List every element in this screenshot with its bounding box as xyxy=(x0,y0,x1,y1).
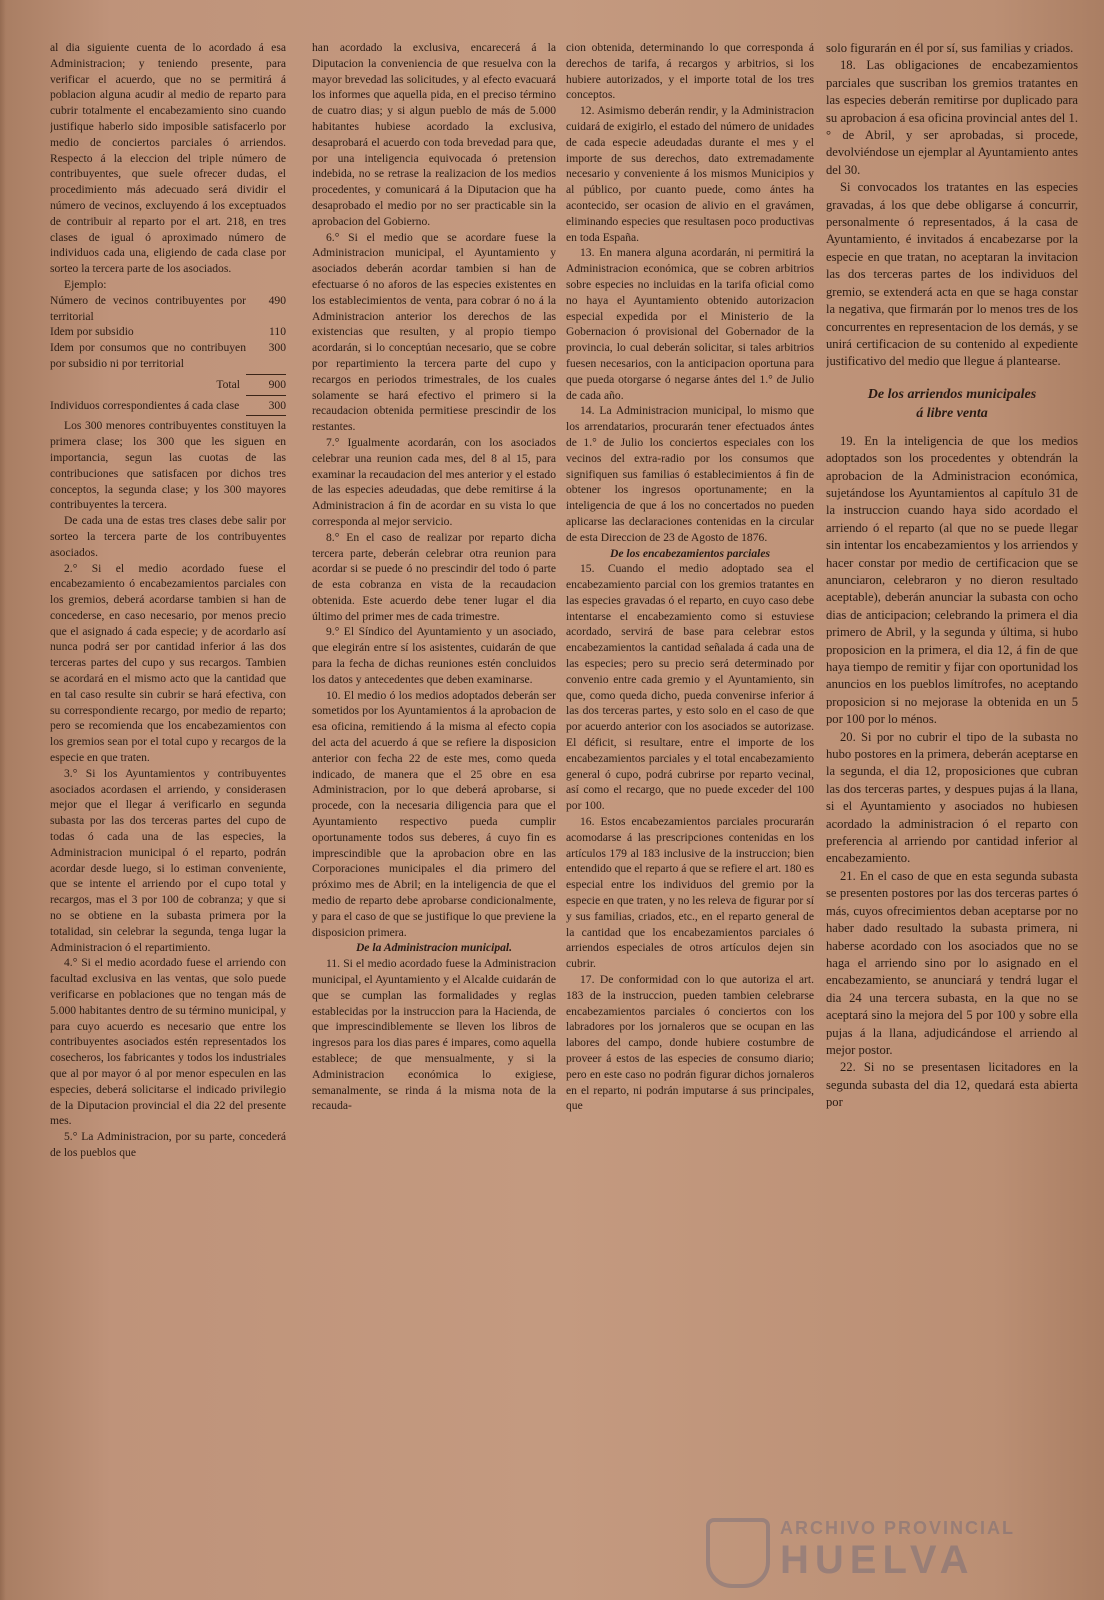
paragraph: 16. Estos encabezamientos parciales procurarán acomodarse á las prescripciones contenidas en los artículos 179 al 183 inclusive de la instruccion; bien entendido que el reparto á que se refiere el art. 180 es especial entre los individuos del gremio por la especie en que traten, y no les releva de figurar por sí y sus familias, criados, etc., en el reparto general de la cantidad que los encabezamientos parciales ó arriendos especiales de otros artículos dejen sin cubrir. xyxy=(566,815,814,971)
paragraph: 8.° En el caso de realizar por reparto dicha tercera parte, deberán celebrar otra reunion para acordar si se puede ó no prescindir del todo ó parte de esta cobranza en vista de la recaudacion obtenida. Este acuerdo debe tener lugar el dia último del primer mes de cada trimestre. xyxy=(312,530,556,623)
example-row xyxy=(50,293,286,325)
total-value: 900 xyxy=(268,377,286,391)
example-title: Ejemplo: xyxy=(64,277,107,291)
example-total-row xyxy=(50,377,286,393)
paragraph: 2.° Si el medio acordado fuese el encabezamiento ó encabezamientos parciales con los gremios, deberá acordarse tambien si han de concederse, en caso necesario, por menos precio que el asignado á cada especie; y de acordarlo así nunca podrá ser por cantidad inferior á las dos terceras partes del cupo y sus recargos. Tambien se acordará en el mismo acto que la cantidad que en tal caso resulte sin cubrir se hará efectiva, con su correspondiente recargo, por medio de reparto; pero se recomienda que los encabezamientos con los gremios sean por el total cupo y recargos de la especie en que traten. xyxy=(50,561,286,765)
example-row-value: 490 xyxy=(268,293,286,307)
sum-rule xyxy=(246,395,286,396)
per-class-value: 300 xyxy=(268,398,286,412)
paragraph: 20. Si por no cubrir el tipo de la subasta no hubo postores en la primera, deberán aceptarse en la segunda, el dia 12, proposiciones que cubran las dos terceras partes, y despues pujas á la llana, si el Ayuntamiento y asociados no hubiesen acordado la administracion ó el reparto con preferencia al arriendo por cantidad inferior al encabezamiento. xyxy=(826,729,1078,866)
section-heading: De los encabezamientos parciales xyxy=(609,546,771,560)
sum-rule xyxy=(246,415,286,416)
example-row-value: 300 xyxy=(268,341,286,355)
paragraph: 9.° El Síndico del Ayuntamiento y un asociado, que elegirán entre sí los asistentes, cuidarán de que para la fecha de dichas reuniones estén concluidos los datos y antecedentes que deben examinarse. xyxy=(312,625,556,686)
watermark-line-2: HUELVA xyxy=(780,1538,975,1582)
paragraph: 19. En la inteligencia de que los medios adoptados son los procedentes y obtendrán la aprobacion de la Administracion económica, sujetándose los Ayuntamientos al capítulo 31 de la instruccion cuando haya sido acordado el arriendo ó el reparto (al que no se puede llegar sin intentar los encabezamientos y los arriendos y hacer constar por medio de certificacion que se anunciaron, celebraron y no dieron resultado aceptable), deberán anunciar la subasta con ocho dias de anticipacion; celebrando la primera el dia primero de Abril, y la segunda y última, si hubo proposicion en la primera, el dia 12, á fin de que haya tiempo de remitir y fijar con oportunidad los anuncios en los pueblos limítrofes, no aceptando proposicion si no mejorase la obtenida en un 5 por 100 por lo ménos. xyxy=(826,433,1078,727)
total-label: Total xyxy=(216,377,240,391)
paragraph: 5.° La Administracion, por su parte, concederá de los pueblos que xyxy=(50,1130,286,1159)
per-class-row xyxy=(50,398,286,414)
section-heading xyxy=(826,385,1078,423)
section-heading-line: á libre venta xyxy=(916,405,988,421)
paragraph: 4.° Si el medio acordado fuese el arriendo con facultad exclusiva en las ventas, que solo puede verificarse en poblaciones que no tengan más de 5.000 habitantes dentro de su término municipal, y para cuyo acuerdo es necesario que entre los contribuyentes asociados estén representados los cosecheros, los fabricantes y todos los industriales que al por mayor ó al por menor especulen en las especies, deberá solicitarse el indicado privilegio de la Diputacion provincial el dia 22 del presente mes. xyxy=(50,956,286,1128)
paragraph: 22. Si no se presentasen licitadores en la segunda subasta del dia 12, quedará esta abierta por xyxy=(826,1060,1078,1110)
paragraph: 6.° Si el medio que se acordare fuese la Administracion municipal, el Ayuntamiento y asociados deberán acordar tambien si han de efectuarse ó no aforos de las especies existentes en los establecimientos de venta, para cobrar ó no á la Administracion anterior los derechos de las existencias que resulten, y al propio tiempo acordarán, si lo conceptúan necesario, que se cobre por repartimiento la tercera parte del cupo y recargos en periodos trimestrales, de los cuales solamente se hará efectivo el primero si la recaudacion obtenida permitiese prescindir de los restantes. xyxy=(312,230,556,434)
section-heading: De la Administracion municipal. xyxy=(355,941,513,955)
example-row xyxy=(50,340,286,372)
paragraph: 18. Las obligaciones de encabezamientos parciales que suscriban los gremios tratantes en las especies deberán remitirse por duplicado para su aprobacion á esa oficina provincial antes del 1.° de Abril, y ser aprobadas, si procede, devolviéndose un ejemplar al Ayuntamiento antes del 30. xyxy=(826,58,1078,177)
paragraph: 14. La Administracion municipal, lo mismo que los arrendatarios, procurarán tener efectuados ántes de 1.° de Julio los conciertos especiales con los vecinos del extra-radio por los consumos que signifiquen sus familias ó establecimientos á fin de obtener los ingresos oportunamente; en la inteligencia de que á los no concertados no pueden aplicarse las declaraciones contenidas en la circular de esta Direccion de 23 de Agosto de 1876. xyxy=(566,404,814,544)
paragraph: Si convocados los tratantes en las especies gravadas, á los que debe obligarse á concurrir, personalmente ó representados, á la casa de Ayuntamiento, é invitados á encabezarse por la especie en que tratan, no aceptaran la invitacion las dos terceras partes de los individuos del gremio, se extenderá acta en que se haga constar la negativa, que firmarán por lo menos tres de los concurrentes en representacion de los demás, y se unirá certificacion de su contenido al expediente justificativo del medio que llegue á plantearse. xyxy=(826,180,1078,369)
example-row-label: Idem por subsidio xyxy=(50,325,134,339)
paragraph: han acordado la exclusiva, encarecerá á la Diputacion la conveniencia de que resuelva con la mayor brevedad las solicitudes, y al efecto evacuará los informes que aquella pida, en el preciso término de cuatro dias; y si algun pueblo de más de 5.000 habitantes hubiese acordado la exclusiva, desaprobará el acuerdo con toda brevedad para que, por una inteligencia equivocada ó pretension indebida, no se retrase la realizacion de los medios procedentes, y comunicará á la Diputacion que ha desaprobado el medio por no ser practicable sin la aprobacion del Gobierno. xyxy=(312,41,556,228)
archive-seal-icon xyxy=(706,1518,770,1588)
paragraph: Los 300 menores contribuyentes constituyen la primera clase; los 300 que les siguen en importancia, segun las cuotas de las contribuciones que satisfacen por dichos tres conceptos, la segunda clase; y los 300 mayores contribuyentes la tercera. xyxy=(50,419,286,512)
column-4 xyxy=(826,40,1078,1585)
paragraph: 11. Si el medio acordado fuese la Administracion municipal, el Ayuntamiento y el Alcalde cuidarán de que se cumplan las formalidades y reglas establecidas por la instruccion para la Hacienda, de que imprescindiblemente se lleven los libros de ingresos para los dias pares é impares, como aquella establece; de que mensualmente, y si la Administracion económica lo exigiese, semanalmente, se rinda á la misma nota de la recauda- xyxy=(312,957,556,1113)
column-1 xyxy=(50,40,286,1585)
column-3 xyxy=(566,40,814,1585)
paragraph: 12. Asimismo deberán rendir, y la Administracion cuidará de exigirlo, el estado del número de unidades de cada especie adeudadas durante el mes y el importe de sus derechos, dato extremadamente necesario y conveniente á los mismos Municipios y al público, por cuanto puede, como ántes ha acontecido, ser ocasion de alivio en el gravámen, eliminando especies que resultasen poco productivas en toda España. xyxy=(566,104,814,244)
example-row-value: 110 xyxy=(269,325,286,339)
archive-watermark xyxy=(706,1512,1046,1592)
paragraph: 3.° Si los Ayuntamientos y contribuyentes asociados acordasen el arriendo, y considerasen mejor que el llegar á verificarlo en segunda subasta por las dos terceras partes del cupo de todas ó cada una de las especies, la Administracion municipal ó el reparto, podrán acordar desde luego, si lo estiman conveniente, que se intente el arriendo por el cupo total y recargos, mas el 3 por 100 de cobranza; y que si no se obtiene en la subasta primera por la totalidad, sin celebrar la segunda, tenga lugar la Administracion ó el repartimiento. xyxy=(50,766,286,954)
example-row-label: Idem por consumos que no contribuyen por subsidio ni por territorial xyxy=(50,341,246,370)
paragraph: solo figurarán en él por sí, sus familias y criados. xyxy=(826,41,1074,55)
section-heading-line: De los arriendos municipales xyxy=(867,386,1037,402)
example-row xyxy=(50,324,286,340)
per-class-label: Individuos correspondientes á cada clase xyxy=(50,398,240,412)
paragraph: cion obtenida, determinando lo que corresponda á derechos de tarifa, á recargos y arbitrios, si los hubiere autorizados, y el importe total de los tres conceptos. xyxy=(566,41,814,102)
paragraph: 7.° Igualmente acordarán, con los asociados celebrar una reunion cada mes, del 8 al 15, para examinar la recaudacion del mes anterior y el estado de las especies adeudadas, que debe remitirse á la Administracion á fin de acordar en su vista lo que corresponda al mejor servicio. xyxy=(312,435,556,528)
left-edge-shadow xyxy=(0,0,6,1600)
paragraph: De cada una de estas tres clases debe salir por sorteo la tercera parte de los contribuyentes asociados. xyxy=(50,514,286,559)
paragraph: 17. De conformidad con lo que autoriza el art. 183 de la instruccion, pueden tambien celebrarse encabezamientos parciales ó conciertos con los labradores por los jornaleros que se ocupan en las labores del campo, donde hubiere costumbre de proveer á estos de las especies de consumo diario; pero en este caso no podrán figurar dichos jornaleros en el reparto, ni podrán imputarse á sus principales, que xyxy=(566,973,814,1113)
example-row-label: Número de vecinos contribuyentes por territorial xyxy=(50,293,246,323)
paragraph: al dia siguiente cuenta de lo acordado á esa Administracion; y teniendo presente, para verificar el acuerdo, que no se permitirá á poblacion alguna acudir al medio de reparto para cubrir totalmente el encabezamiento sino cuando justifique haberlo sido imposible satisfacerlo por medio de conciertos parciales ó arriendos. Respecto á la eleccion del triple número de contribuyentes, que suele ofrecer dudas, el procedimiento más adecuado será dividir el número de vecinos, excluyendo á los exceptuados de contribuir al reparto por el art. 218, en tres clases de igual ó aproximado número de individuos cada una, eligiendo de cada clase por sorteo la tercera parte de los asociados. xyxy=(50,41,286,276)
paragraph: 13. En manera alguna acordarán, ni permitirá la Administracion económica, que se cobren arbitrios sobre especies no incluidas en la tarifa oficial como no haya el Ayuntamiento obtenido autorizacion especial expedida por el Ministerio de la Gobernacion ó provisional del Gobernador de la provincia, lo cual deberán solicitar, si tales arbitrios fuesen necesarios, con la anticipacion oportuna para que pueda otorgarse ó negarse ántes del 1.° de Julio de cada año. xyxy=(566,246,814,402)
paragraph: 10. El medio ó los medios adoptados deberán ser sometidos por los Ayuntamientos á la aprobacion de esa oficina, remitiendo á la misma al efecto copia del acta del acuerdo á que se refiere la disposicion anterior con fecha 22 de este mes, como queda indicado, de manera que el 25 obre en esa Administracion, por lo que deberá aprobarse, si procede, con la necesaria diligencia para que el Ayuntamiento respectivo pueda cumplir oportunamente todos sus deberes, á cuyo fin es imprescindible que la aprobacion obre en las Corporaciones municipales el dia primero del próximo mes de Abril; en la inteligencia de que el medio de reparto debe aprobarse condicionalmente, y para el caso de que se justifique lo que previene la disposicion primera. xyxy=(312,688,556,939)
watermark-line-1: ARCHIVO PROVINCIAL xyxy=(780,1518,1016,1538)
sum-rule xyxy=(246,374,286,375)
paragraph: 15. Cuando el medio adoptado sea el encabezamiento parcial con los gremios tratantes en las especies gravadas ó el reparto, en cuyo caso debe intentarse el encabezamiento como si estuviese acordado, servirá de base para celebrar estos encabezamientos la cantidad señalada á cada una de las especies; pero su precio será determinado por convenio entre cada gremio y el Ayuntamiento, sin que, como queda dicho, pueda convenirse inferior á las dos terceras partes, y esto solo en el caso de que por acuerdo anterior con los asociados se autorizase. El déficit, si resultare, entre el importe de los encabezamientos parciales y el total encabezamiento general ó cupo, podrá cubrirse por reparto vecinal, así como el recargo, que no puede exceder del 100 por 100. xyxy=(566,562,814,813)
column-2 xyxy=(312,40,556,1585)
paragraph: 21. En el caso de que en esta segunda subasta se presenten postores por las dos terceras partes ó más, cuyos ofrecimientos deban aceptarse por no haber dado resultado la subasta primera, ni haberse acordado con los asociados que no se haga el arriendo sino por lo asignado en el encabezamiento, se anunciará y tendrá lugar el dia 24 una tercera subasta, en la que no se aceptará sino la mejora del 5 por 100 y sobre ella pujas á la llana, adjudicándose el arriendo al mejor postor. xyxy=(826,868,1078,1057)
